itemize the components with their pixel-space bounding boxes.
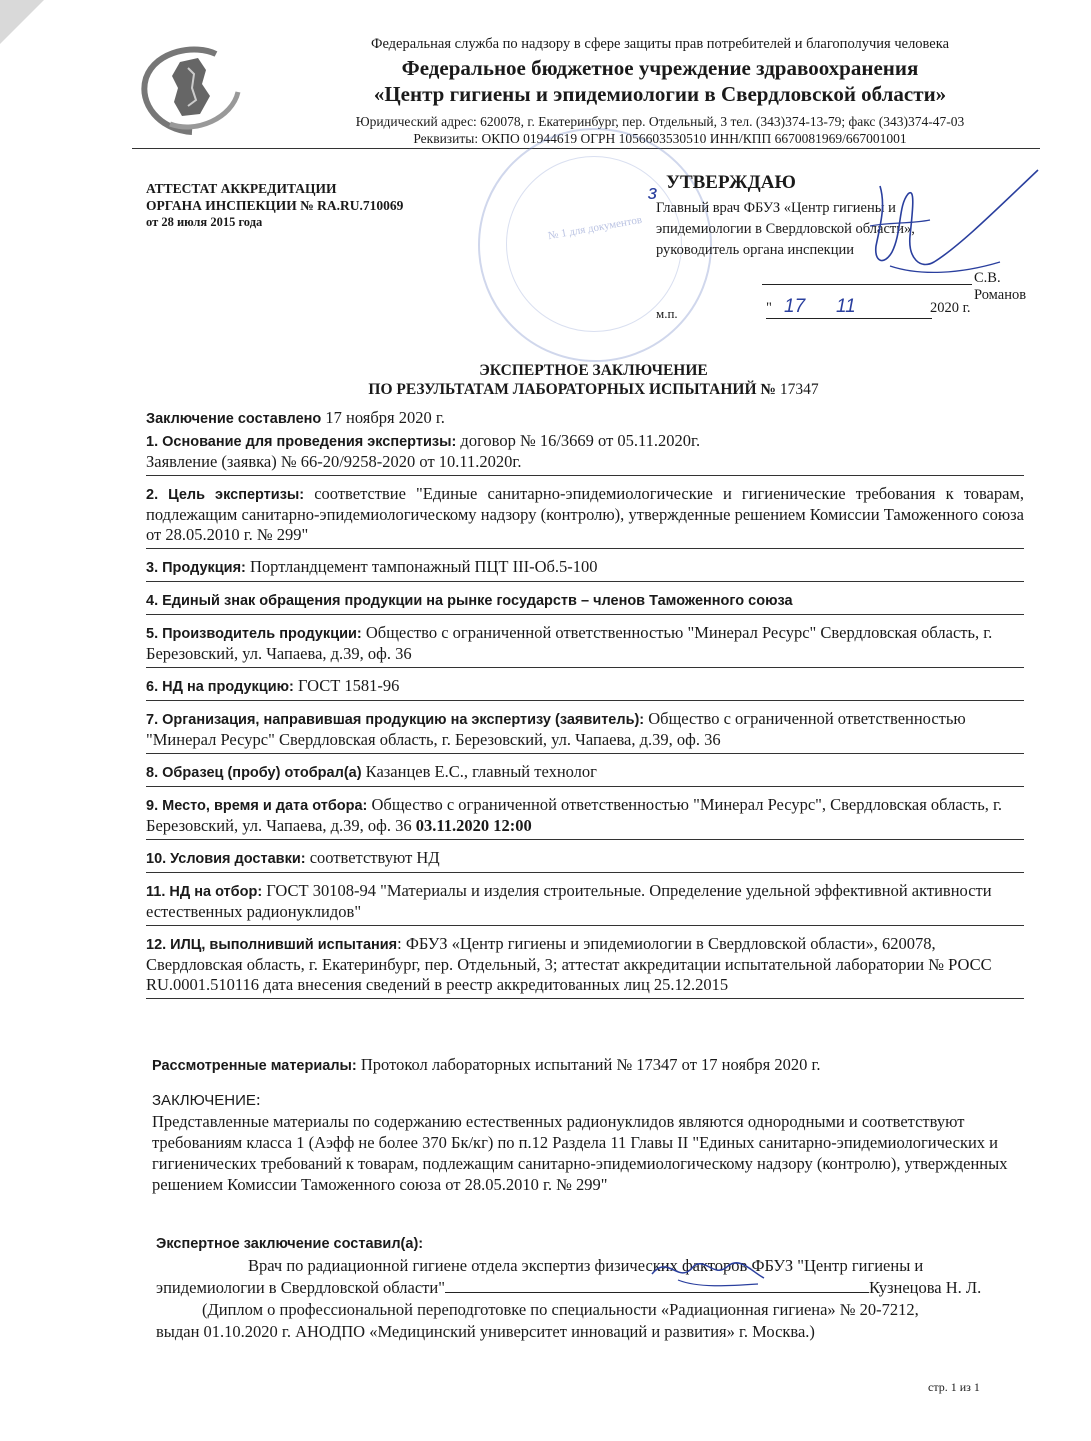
field-drafted [146,406,1024,429]
author-name: Кузнецова Н. Л. [868,1278,982,1297]
author-signature [648,1244,768,1294]
field-10 [146,846,1024,873]
accreditation-block [146,180,403,231]
header-org-line2: «Центр гигиены и эпидемиологии в Свердловской области» [373,82,947,106]
field-4 [146,588,1024,615]
considered-materials [152,1055,1022,1075]
field-9-datetime: 03.11.2020 12:00 [415,816,532,835]
header-service: Федеральная служба по надзору в сфере защиты прав потребителей и благополучия человека [370,36,950,52]
field-1-value: договор № 16/3669 от 05.11.2020г. [460,431,701,450]
field-9-value: Общество с ограниченной ответственностью "Минерал Ресурс", Свердловская область, г. Березовский, ул. Чапаева, д.39, оф. 36 [146,795,1003,835]
field-3-value: Портландцемент тампонажный ПЦТ III-Об.5-100 [250,557,598,576]
author-line1: Врач по радиационной гигиене отдела экспертиз физических факторов ФБУЗ "Центр гигиены и [248,1256,924,1275]
field-6-label: 6. НД на продукцию: [146,679,294,695]
approval-date-month: 11 [836,296,856,317]
field-2 [146,482,1024,549]
field-7-label: 7. Организация, направившая продукцию на экспертизу (заявитель): [146,712,645,728]
author-line2: эпидемиологии в Свердловской области" [156,1278,445,1297]
document-title-line1: ЭКСПЕРТНОЕ ЗАКЛЮЧЕНИЕ [479,362,708,379]
author-line4: выдан 01.10.2020 г. АНОДПО «Медицинский университет инноваций и развития» г. Москва.) [156,1322,815,1341]
approval-date-day: 17 [784,296,806,317]
header-org-line1: Федеральное бюджетное учреждение здравоохранения [401,56,919,80]
conclusion-text: Представленные материалы по содержанию естественных радионуклидов являются однородными и соответствуют требованиям класса 1 (Аэфф не более 370 Бк/кг) по п.12 Раздела 11 Главы II "Единых санитарно-эпидемиологических и гигиенических требований к товарам, подлежащим санитарно-эпидемиологическому надзору (контролю), утвержденных решением Комиссии Таможенного союза от 28.05.2010 г. № 299" [152,1112,1008,1194]
field-11-value: ГОСТ 30108-94 "Материалы и изделия строительные. Определение удельной эффективной активности естественных радионуклидов" [146,881,992,921]
handwritten-mark: з [648,182,658,204]
approval-line3: руководитель органа инспекции [656,242,855,258]
field-12-label: 12. ИЛЦ, выполнивший испытания [146,937,398,953]
expertise-fields [146,406,1024,999]
seal-text: № 1 для документов [547,213,643,243]
document-number: 17347 [779,381,819,398]
considered-label: Рассмотренные материалы: [152,1058,357,1074]
header-address: Юридический адрес: 620078, г. Екатеринбург, пер. Отдельный, 3 тел. (343)374-13-79; факс (343)374-47-03 [355,114,965,129]
field-1-label: 1. Основание для проведения экспертизы: [146,434,457,450]
author-block [156,1233,1066,1343]
approval-date-line [766,318,932,319]
field-11 [146,879,1024,926]
author-heading: Экспертное заключение составил(а): [156,1236,424,1252]
accreditation-line1: АТТЕСТАТ АККРЕДИТАЦИИ [146,181,337,196]
accreditation-line2: ОРГАНА ИНСПЕКЦИИ № RA.RU.710069 [146,198,404,213]
field-1 [146,429,1024,476]
field-8 [146,760,1024,787]
rospotrebnadzor-logo [136,44,246,136]
field-3-label: 3. Продукция: [146,560,246,576]
approval-date-year: 2020 г. [930,300,971,316]
field-drafted-value: 17 ноября 2020 г. [325,408,445,427]
field-7 [146,707,1024,754]
page-corner-fold [0,0,44,44]
page-number: стр. 1 из 1 [928,1380,980,1394]
considered-value: Протокол лабораторных испытаний № 17347 от 17 ноября 2020 г. [360,1055,821,1074]
author-line3: (Диплом о профессиональной переподготовке по специальности «Радиационная гигиена» № 20-7212, [202,1300,919,1319]
field-5-value: Общество с ограниченной ответственностью "Минерал Ресурс" Свердловская область, г. Березовский, ул. Чапаева, д.39, оф. 36 [146,623,993,663]
field-12-value: : ФБУЗ «Центр гигиены и эпидемиологии в Свердловской области», 620078, Свердловская область, г. Екатеринбург, пер. Отдельный, 3; аттестат аккредитации испытательной лаборатории № РОСС RU.0001.510116 дата внесения сведений в реестр аккредитованных лиц 25.12.2015 [146,934,992,994]
approval-signature [850,166,1040,296]
field-7-value: Общество с ограниченной ответственностью "Минерал Ресурс" Свердловская область, г. Березовский, ул. Чапаева, д.39, оф. 36 [146,709,966,749]
field-4-label: 4. Единый знак обращения продукции на рынке государств – членов Таможенного союза [146,593,793,609]
conclusion-colon: : [255,1090,261,1109]
approval-signer: С.В. Романов [974,270,1027,303]
field-9 [146,793,1024,840]
field-5 [146,621,1024,668]
field-10-label: 10. Условия доставки: [146,851,306,867]
field-1-value2: Заявление (заявка) № 66-20/9258-2020 от 10.11.2020г. [146,452,522,471]
approval-line2: эпидемиологии в Свердловской области», [656,221,915,237]
field-11-label: 11. НД на отбор: [146,884,263,900]
field-2-value: соответствие "Единые санитарно-эпидемиологические и гигиенические требования к товарам, подлежащим санитарно-эпидемиологическому надзору (контролю), утвержденные решением Комиссии Таможенного союза от 28.05.2010 г. № 299" [146,484,1024,544]
field-12 [146,932,1024,999]
header-requisites: Реквизиты: ОКПО 01944619 ОГРН 1056603530510 ИНН/КПП 6670081969/667001001 [413,131,907,146]
field-5-label: 5. Производитель продукции: [146,626,362,642]
approval-line1: Главный врач ФБУЗ «Центр гигиены и [656,200,896,216]
approval-title: УТВЕРЖДАЮ [666,172,796,193]
field-6-value: ГОСТ 1581-96 [297,676,400,695]
field-8-label: 8. Образец (пробу) отобрал(а) [146,765,362,781]
field-6 [146,674,1024,701]
field-2-label: 2. Цель экспертизы: [146,487,305,503]
field-10-value: соответствуют НД [309,848,440,867]
field-3 [146,555,1024,582]
accreditation-date: от 28 июля 2015 года [146,215,263,229]
conclusion-heading: ЗАКЛЮЧЕНИЕ [152,1092,256,1109]
document-title-prefix: ПО РЕЗУЛЬТАТАМ ЛАБОРАТОРНЫХ ИСПЫТАНИЙ № [368,381,776,398]
approval-date-quote: " [766,300,772,316]
stamp-place-label: м.п. [656,306,678,321]
conclusion-block [152,1089,1022,1195]
author-line2-row [156,1277,1066,1299]
field-drafted-label: Заключение составлено [146,411,322,427]
document-title-line2 [48,381,1091,399]
field-9-label: 9. Место, время и дата отбора: [146,798,368,814]
field-8-value: Казанцев Е.С., главный технолог [365,762,597,781]
